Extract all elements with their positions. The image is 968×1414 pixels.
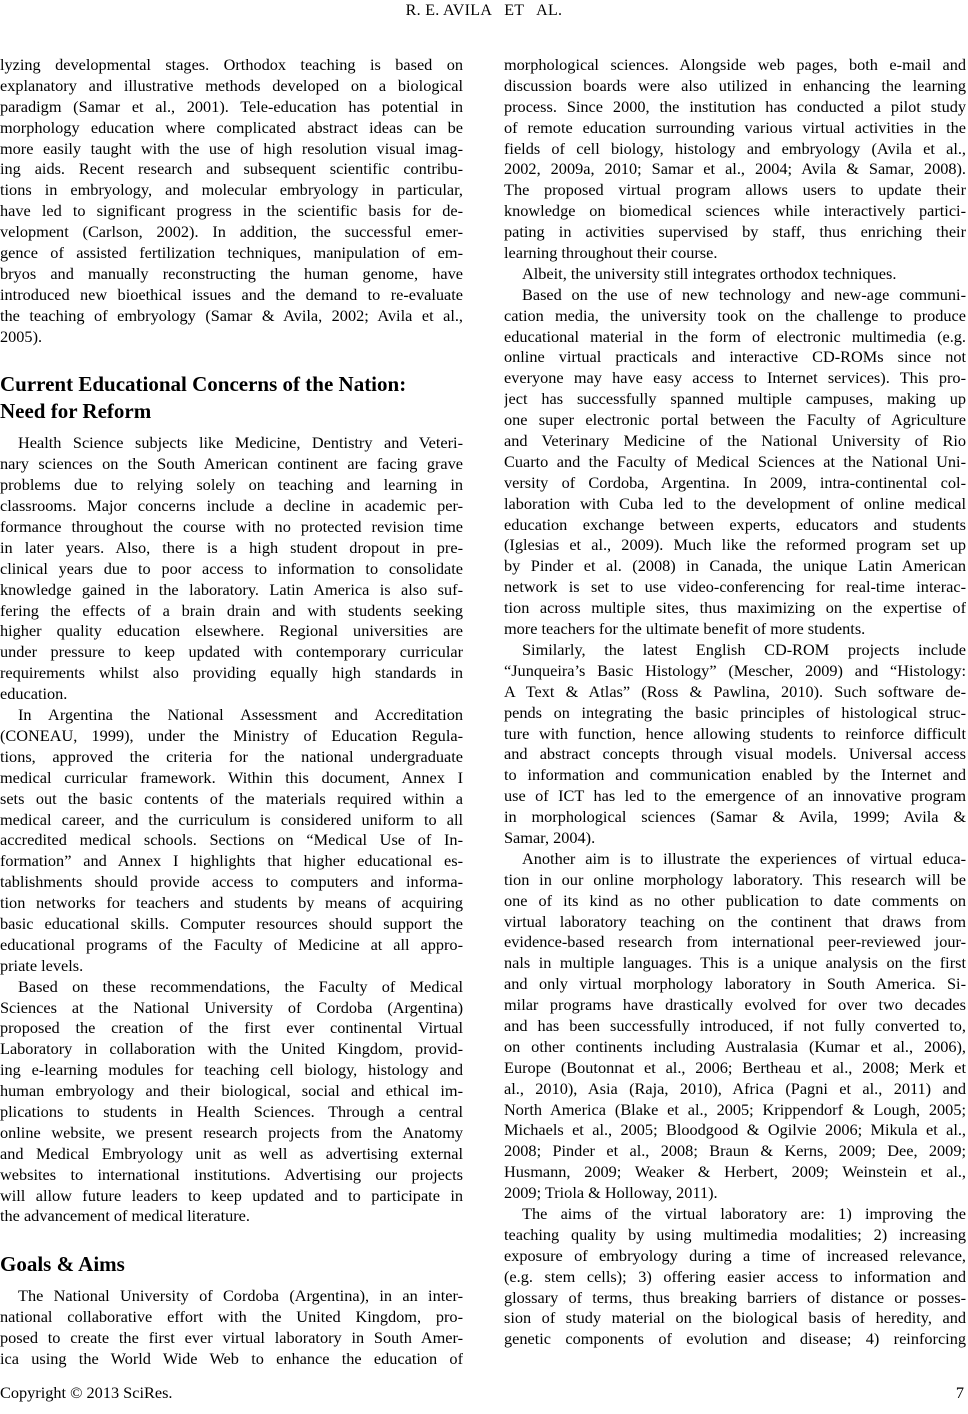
paragraph	[0, 55, 463, 347]
text-line: have led to significant progress in the scientific basis for de-	[0, 201, 463, 221]
text-line: velopment (Carlson, 2002). In addition, the successful emer-	[0, 222, 463, 242]
text-line: under pressure to keep updated with contemporary curricular	[0, 642, 463, 662]
text-line: basic educational skills. Computer resources should support the	[0, 913, 463, 933]
text-line: tions, approved the criteria for the national undergraduate	[0, 746, 463, 766]
text-line: the advancement of medical literature.	[0, 1206, 250, 1226]
text-line: formance throughout the course with no protected revision time	[0, 517, 463, 537]
text-line: the teaching of embryology (Samar & Avila, 2002; Avila et al.,	[0, 305, 463, 325]
text-line: learning throughout their course.	[504, 243, 718, 263]
text-line: ture with function, hence allowing students to reinforce difficult	[504, 723, 966, 743]
paragraph	[0, 1286, 463, 1370]
text-line: ject has successfully spanned multiple campuses, making up	[504, 389, 966, 409]
text-line: evidence-based research from international peer-reviewed jour-	[504, 932, 966, 952]
text-line: online virtual practicals and interactive CD-ROMs since not	[504, 347, 966, 367]
text-line: morphological sciences. Alongside web pages, both e-mail and	[504, 55, 966, 74]
text-line: tion across multiple sites, thus maximizing on the expertise of	[504, 598, 966, 618]
text-line: discussion boards were also utilized in enhancing the learning	[504, 75, 966, 95]
text-line: pends on integrating the basic principles of histological struc-	[504, 702, 966, 722]
text-line: “Junqueira’s Basic Histology” (Mescher, 2009) and “Histology:	[504, 660, 966, 680]
text-line: knowledge on biomedical sciences while interactively partici-	[504, 201, 966, 221]
text-line: gence of assisted fertilization techniques, manipulation of em-	[0, 243, 463, 263]
paragraph	[0, 705, 463, 977]
text-line: ica using the World Wide Web to enhance the education of	[0, 1348, 463, 1368]
text-line: introduced new bioethical issues and the demand to re-evaluate	[0, 284, 463, 304]
text-line: explanatory and illustrative methods developed on a biological	[0, 75, 463, 95]
text-line: tion networks for teachers and students by means of acquiring	[0, 893, 463, 913]
section-heading	[0, 1251, 463, 1278]
text-line: Sciences at the National University of Cordoba (Argentina)	[0, 997, 463, 1017]
text-line: websites to international institutions. Advertising our projects	[0, 1164, 463, 1184]
text-line: and has been successfully introduced, if not fully converted to,	[504, 1015, 966, 1035]
text-line: ing aids. Recent research and subsequent scientific contribu-	[0, 159, 463, 179]
paragraph	[0, 433, 463, 705]
paragraph	[0, 977, 463, 1228]
left-column	[0, 55, 463, 1370]
text-line: proposed the creation of the first ever continental Virtual	[0, 1018, 463, 1038]
heading-line: Need for Reform	[0, 399, 152, 424]
two-column-body	[0, 55, 966, 1370]
text-line: medical curricular framework. Within this document, Annex I	[0, 767, 463, 787]
text-line: Michaels et al., 2005; Bloodgood & Ogilvie 2006; Mikula et al.,	[504, 1120, 966, 1140]
text-line: (e.g. stem cells); 3) offering easier access to information and	[504, 1266, 966, 1286]
page-footer	[0, 1383, 964, 1403]
text-line: Samar, 2004).	[504, 827, 596, 847]
text-line: education exchange between experts, educators and students	[504, 514, 966, 534]
text-line: pating in activities supervised by staff, thus enriching their	[504, 222, 966, 242]
text-line: on other continents including Australasia (Kumar et al., 2006),	[504, 1036, 966, 1056]
text-line: Albeit, the university still integrates orthodox techniques.	[522, 263, 897, 283]
text-line: lyzing developmental stages. Orthodox teaching is based on	[0, 55, 463, 74]
text-line: and Medical Embryology unit as well as advertising external	[0, 1143, 463, 1163]
text-line: education.	[0, 684, 68, 704]
text-line: use of ICT has led to the emergence of an innovative program	[504, 786, 966, 806]
text-line: The National University of Cordoba (Argentina), in an inter-	[18, 1286, 463, 1306]
text-line: online website, we present research projects from the Anatomy	[0, 1122, 463, 1142]
text-line: 2008; Pinder et al., 2008; Braun & Kerns, 2009; Dee, 2009;	[504, 1141, 966, 1161]
text-line: ing e-learning modules for teaching cell biology, histology and	[0, 1060, 463, 1080]
text-line: al., 2010), Asia (Raja, 2010), Africa (Pagni et al., 2011) and	[504, 1078, 966, 1098]
text-line: bryos and manually reconstructing the human genome, have	[0, 263, 463, 283]
text-line: The aims of the virtual laboratory are: 1) improving the	[522, 1203, 966, 1223]
text-line: laboration with Cuba led to the development of online medical	[504, 493, 966, 513]
copyright-text: Copyright © 2013 SciRes.	[0, 1383, 173, 1402]
text-line: medical career, and the curriculum is considered uniform to all	[0, 809, 463, 829]
text-line: higher quality education elsewhere. Regional universities are	[0, 621, 463, 641]
text-line: formation” and Annex I highlights that higher educational es-	[0, 851, 463, 871]
text-line: sion of study material on the biological basis of heredity, and	[504, 1308, 966, 1328]
text-line: exposure of embryology during a time of increased relevance,	[504, 1245, 966, 1265]
text-line: virtual laboratory teaching on the continent that draws from	[504, 911, 966, 931]
text-line: tion in our online morphology laboratory. This research will be	[504, 869, 966, 889]
text-line: and Veterinary Medicine of the National University of Rio	[504, 431, 966, 451]
text-line: priate levels.	[0, 955, 84, 975]
text-line: problems due to relying solely on teaching and learning in	[0, 475, 463, 495]
text-line: more easily taught with the use of high resolution visual imag-	[0, 138, 463, 158]
text-line: Laboratory in collaboration with the United Kingdom, provid-	[0, 1039, 463, 1059]
text-line: fering the effects of a brain drain and with students seeking	[0, 600, 463, 620]
text-line: In Argentina the National Assessment and Accreditation	[18, 705, 463, 725]
paragraph	[504, 264, 966, 285]
text-line: Cuarto and the Faculty of Medical Sciences at the National Uni-	[504, 451, 966, 471]
text-line: tions in embryology, and molecular embryology in particular,	[0, 180, 463, 200]
text-line: nary sciences on the South American continent are facing grave	[0, 454, 463, 474]
text-line: tablishments should provide access to computers and informa-	[0, 872, 463, 892]
paragraph	[504, 640, 966, 849]
text-line: educational material in the form of electronic multimedia (e.g.	[504, 326, 966, 346]
text-line: Another aim is to illustrate the experiences of virtual educa-	[522, 848, 966, 868]
text-line: and only virtual morphology laboratory in South America. Si-	[504, 974, 966, 994]
text-line: North America (Blake et al., 2005; Krippendorf & Lough, 2005;	[504, 1099, 966, 1119]
text-line: nals in multiple languages. This is a unique analysis on the first	[504, 953, 966, 973]
text-line: one super electronic portal between the Faculty of Agriculture	[504, 410, 966, 430]
section-heading	[0, 371, 463, 425]
text-line: educational programs of the Faculty of Medicine at all appro-	[0, 934, 463, 954]
heading-line: Current Educational Concerns of the Nation:	[0, 372, 407, 397]
text-line: Husmann, 2009; Weaker & Herbert, 2009; Weinstein et al.,	[504, 1162, 966, 1182]
text-line: Based on the use of new technology and new-age communi-	[522, 284, 966, 304]
text-line: clinical years due to poor access to information to consolidate	[0, 558, 463, 578]
text-line: Based on these recommendations, the Faculty of Medical	[18, 976, 463, 996]
paragraph	[504, 55, 966, 264]
text-line: one of its kind as no other publication to date comments on	[504, 890, 966, 910]
text-line: 2009; Triola & Holloway, 2011).	[504, 1183, 718, 1203]
paragraph	[504, 1204, 966, 1350]
text-line: in morphological sciences (Samar & Avila, 1999; Avila &	[504, 807, 966, 827]
text-line: teaching quality by using multimedia modalities; 2) increasing	[504, 1224, 966, 1244]
page-number: 7	[955, 1383, 964, 1402]
text-line: by Pinder et al. (2008) in Canada, the unique Latin American	[504, 556, 966, 576]
text-line: Similarly, the latest English CD-ROM projects include	[522, 639, 966, 659]
text-line: milar programs have drastically evolved for over two decades	[504, 995, 966, 1015]
text-line: The proposed virtual program allows users to update their	[504, 180, 966, 200]
right-column	[504, 55, 966, 1370]
text-line: (Iglesias et al., 2009). Much like the reformed program set up	[504, 535, 966, 555]
text-line: accredited medical schools. Sections on “Medical Use of In-	[0, 830, 463, 850]
text-line: A Text & Atlas” (Ross & Pawlina, 2010). Such software de-	[504, 681, 966, 701]
text-line: (CONEAU, 1999), under the Ministry of Education Regula-	[0, 725, 463, 745]
text-line: 2005).	[0, 326, 43, 346]
text-line: more teachers for the ultimate benefit of more students.	[504, 619, 866, 639]
text-line: Europe (Boutonnat et al., 2006; Bertheau et al., 2008; Merk et	[504, 1057, 966, 1077]
text-line: Health Science subjects like Medicine, Dentistry and Veteri-	[18, 433, 463, 453]
text-line: of remote education surrounding various virtual activities in the	[504, 117, 966, 137]
text-line: classrooms. Major concerns include a decline in academic per-	[0, 496, 463, 516]
text-line: and abstract concepts through visual models. Universal access	[504, 744, 966, 764]
text-line: everyone may have easy access to Internet services). This pro-	[504, 368, 966, 388]
text-line: requirements whilst also providing equally high standards in	[0, 663, 463, 683]
paragraph	[504, 285, 966, 640]
text-line: 2002, 2009a, 2010; Samar et al., 2004; Avila & Samar, 2008).	[504, 159, 966, 179]
text-line: knowledge gained in the laboratory. Latin America is also suf-	[0, 579, 463, 599]
paragraph	[504, 849, 966, 1204]
text-line: genetic components of evolution and disease; 4) reinforcing	[504, 1329, 966, 1349]
text-line: will allow future leaders to keep updated and to participate in	[0, 1185, 463, 1205]
text-line: paradigm (Samar et al., 2001). Tele-education has potential in	[0, 96, 463, 116]
text-line: posed to create the first ever virtual laboratory in South Amer-	[0, 1328, 463, 1348]
text-line: versity of Cordoba, Argentina. In 2009, intra-continental col-	[504, 472, 966, 492]
heading-line: Goals & Aims	[0, 1252, 125, 1277]
text-line: glossary of terms, thus breaking barriers of distance or posses-	[504, 1287, 966, 1307]
text-line: national collaborative effort with the United Kingdom, pro-	[0, 1307, 463, 1327]
running-head: R. E. AVILA ET AL.	[405, 2, 563, 19]
text-line: process. Since 2000, the institution has conducted a pilot study	[504, 96, 966, 116]
text-line: human embryology and their biological, social and ethical im-	[0, 1081, 463, 1101]
text-line: plications to students in Health Sciences. Through a central	[0, 1101, 463, 1121]
text-line: in later years. Also, there is a high student dropout in pre-	[0, 537, 463, 557]
text-line: to information and communication enabled by the Internet and	[504, 765, 966, 785]
text-line: sets out the basic contents of the materials required within a	[0, 788, 463, 808]
text-line: morphology education where complicated abstract ideas can be	[0, 117, 463, 137]
text-line: fields of cell biology, histology and embryology (Avila et al.,	[504, 138, 966, 158]
text-line: network is set to use video-conferencing for real-time interac-	[504, 577, 966, 597]
text-line: cation media, the university took on the challenge to produce	[504, 305, 966, 325]
